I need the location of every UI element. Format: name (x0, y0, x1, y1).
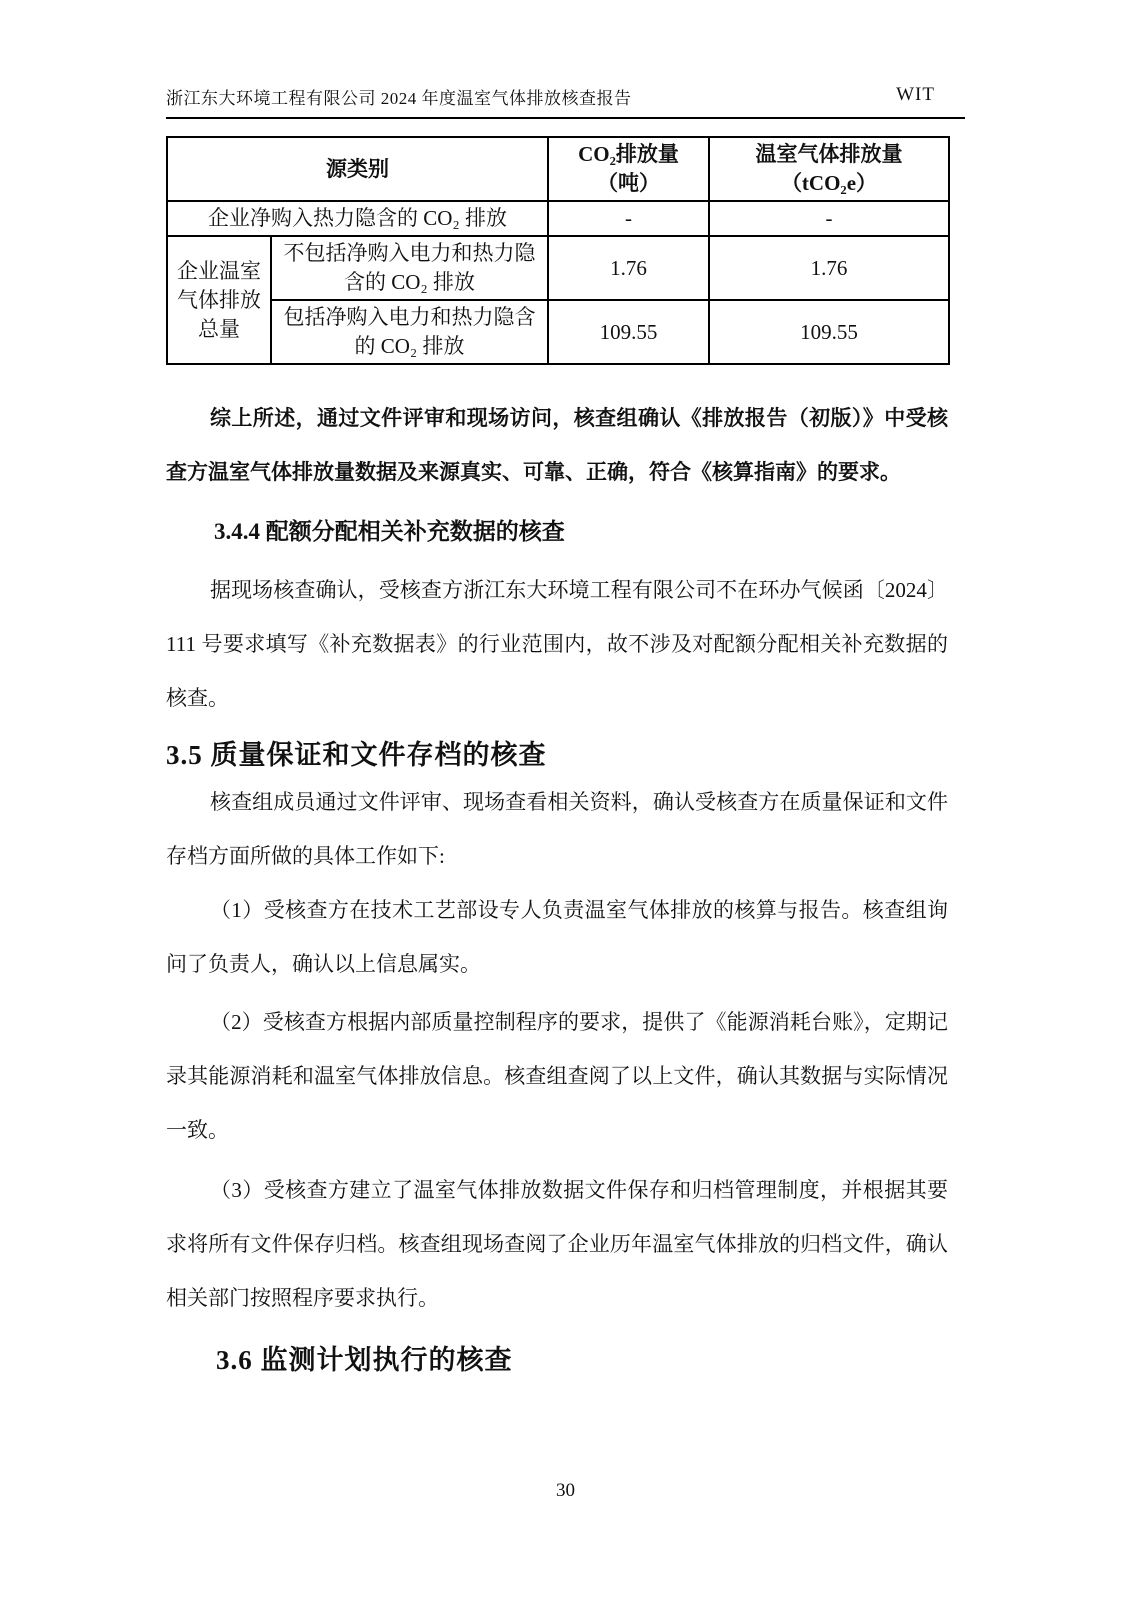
page-header (166, 84, 965, 119)
list-item-3: （3）受核查方建立了温室气体排放数据文件保存和归档管理制度，并根据其要求将所有文件保存归档。核查组现场查阅了企业历年温室气体排放的归档文件，确认相关部门按照程序要求执行。 (166, 1178, 948, 1310)
summary-paragraph: 综上所述，通过文件评审和现场访问，核查组确认《排放报告（初版）》中受核查方温室气体排放量数据及来源真实、可靠、正确，符合《核算指南》的要求。 (166, 406, 948, 484)
col-header-co2-line1: CO₂排放量 (578, 142, 679, 166)
page-number: 30 (556, 1480, 575, 1501)
heading-3-4-4: 3.4.4 配额分配相关补充数据的核查 (214, 519, 565, 544)
heading-3-6: 3.6 监测计划执行的核查 (216, 1345, 513, 1375)
col-header-co2-line2: （吨） (597, 171, 660, 195)
row-heat-co2-value: - (548, 201, 709, 236)
row-excl-label: 不包括净购入电力和热力隐含的 CO₂ 排放 (271, 236, 548, 300)
col-header-co2 (548, 137, 709, 201)
total-emissions-group-label: 企业温室气体排放总量 (167, 236, 271, 364)
row-incl-co2-value: 109.55 (548, 300, 709, 364)
table-row-excl (167, 236, 949, 300)
col-header-ghg (709, 137, 949, 201)
col-header-ghg-line2: （tCO₂e） (780, 171, 878, 195)
list-item-2: （2）受核查方根据内部质量控制程序的要求，提供了《能源消耗台账》，定期记录其能源消耗和温室气体排放信息。核查组查阅了以上文件，确认其数据与实际情况一致。 (166, 1010, 948, 1142)
paragraph-3-4-4: 据现场核查确认，受核查方浙江东大环境工程有限公司不在环办气候函〔2024〕111 号要求填写《补充数据表》的行业范围内，故不涉及对配额分配相关补充数据的核查。 (166, 578, 948, 710)
table-row-incl (167, 300, 949, 364)
row-heat-ghg-value: - (709, 201, 949, 236)
wit-logo: WIT (896, 84, 935, 105)
row-excl-ghg-value: 1.76 (709, 236, 949, 300)
col-header-source: 源类别 (167, 137, 548, 201)
table-row-heat (167, 201, 949, 236)
row-heat-label: 企业净购入热力隐含的 CO₂ 排放 (167, 201, 548, 236)
report-title: 浙江东大环境工程有限公司 2024 年度温室气体排放核查报告 (166, 89, 632, 108)
row-incl-ghg-value: 109.55 (709, 300, 949, 364)
row-excl-co2-value: 1.76 (548, 236, 709, 300)
col-header-ghg-line1: 温室气体排放量 (755, 142, 903, 166)
paragraph-3-5-intro: 核查组成员通过文件评审、现场查看相关资料，确认受核查方在质量保证和文件存档方面所做的具体工作如下: (166, 790, 948, 868)
table-header-row (167, 137, 949, 201)
list-item-1: （1）受核查方在技术工艺部设专人负责温室气体排放的核算与报告。核查组询问了负责人，确认以上信息属实。 (166, 898, 948, 976)
heading-3-5: 3.5 质量保证和文件存档的核查 (166, 740, 547, 770)
emissions-summary-table (166, 136, 950, 365)
row-incl-label: 包括净购入电力和热力隐含的 CO₂ 排放 (271, 300, 548, 364)
